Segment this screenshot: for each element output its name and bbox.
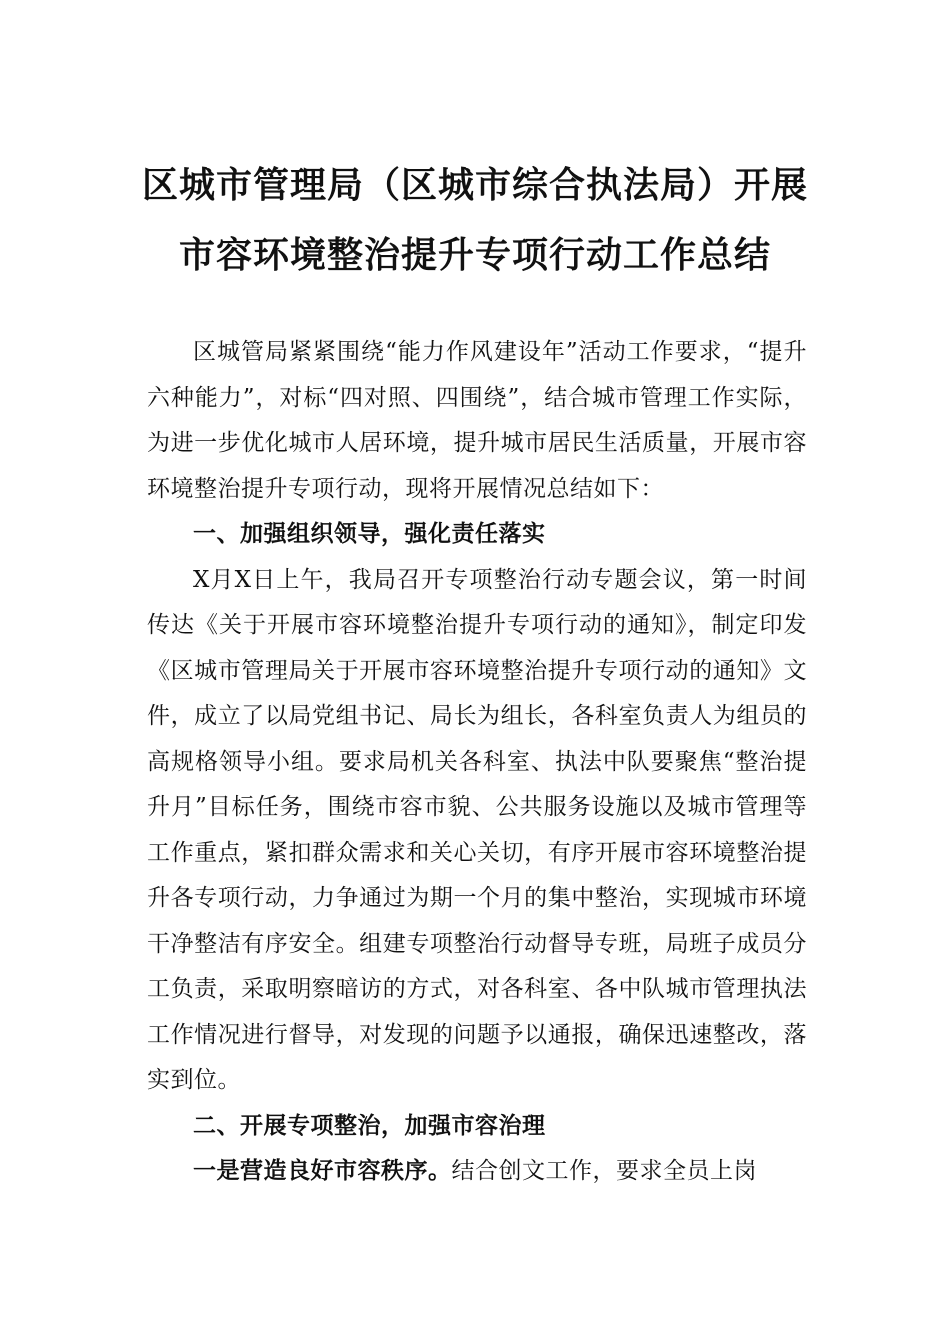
document-title-line-1: 区城市管理局（区城市综合执法局）开展	[141, 165, 808, 206]
intro-paragraph: 区城管局紧紧围绕“能力作风建设年”活动工作要求，“提升六种能力”，对标“四对照、四围绕”，结合城市管理工作实际，为进一步优化城市人居环境，提升城市居民生活质量，开展市容环境整治提升专项行动，现将开展情况总结如下：	[147, 339, 807, 502]
section-1-heading: 一、加强组织领导，强化责任落实	[193, 521, 546, 547]
section-2-lead: 一是营造良好市容秩序。	[193, 1158, 452, 1184]
section-2-paragraph	[147, 1149, 807, 1195]
section-2-heading: 二、开展专项整治，加强市容治理	[193, 1112, 546, 1139]
document-body	[147, 330, 807, 1195]
document-title-line-2: 市容环境整治提升专项行动工作总结	[178, 235, 771, 276]
section-1-paragraph: X月X日上午，我局召开专项整治行动专题会议，第一时间传达《关于开展市容环境整治提升专项行动的通知》，制定印发《区城市管理局关于开展市容环境整治提升专项行动的通知》文件，成立了以局党组书记、局长为组长，各科室负责人为组员的高规格领导小组。要求局机关各科室、执法中队要聚焦“整治提升月”目标任务，围绕市容市貌、公共服务设施以及城市管理等工作重点，紧扣群众需求和关心关切，有序开展市容环境整治提升各专项行动，力争通过为期一个月的集中整治，实现城市环境干净整洁有序安全。组建专项整治行动督导专班，局班子成员分工负责，采取明察暗访的方式，对各科室、各中队城市管理执法工作情况进行督导，对发现的问题予以通报，确保迅速整改，落实到位。	[147, 566, 807, 1093]
section-2-text: 结合创文工作，要求全员上岗	[451, 1158, 757, 1184]
